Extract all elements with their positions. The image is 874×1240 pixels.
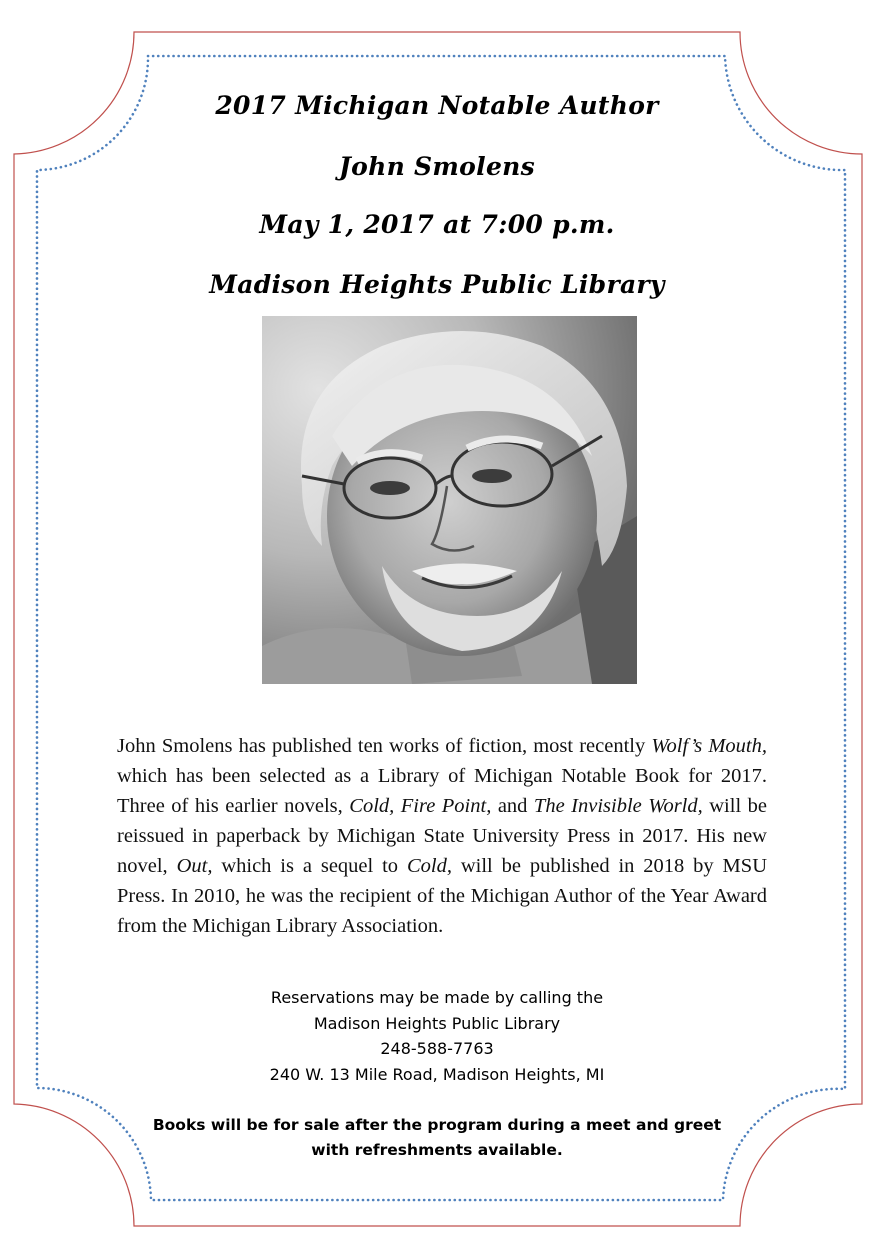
book-title: Wolf’s Mouth, xyxy=(651,735,767,757)
bio-text: and xyxy=(491,795,534,817)
author-bio xyxy=(117,731,767,941)
notice-line: Books will be for sale after the program during a meet and greet xyxy=(152,1116,722,1134)
phone-number: 248-588-7763 xyxy=(380,1039,494,1058)
reservation-info xyxy=(0,985,874,1087)
notice-line: with refreshments available. xyxy=(311,1141,563,1159)
book-title: Cold, Fire Point, xyxy=(349,795,492,817)
library-address: 240 W. 13 Mile Road, Madison Heights, MI xyxy=(269,1064,605,1084)
event-datetime: May 1, 2017 at 7:00 p.m. xyxy=(259,210,615,239)
book-title: The Invisible World, xyxy=(533,795,703,817)
bio-text: John Smolens has published ten works of fiction, most recently xyxy=(117,735,652,757)
author-name: John Smolens xyxy=(339,152,535,181)
event-title: 2017 Michigan Notable Author xyxy=(215,91,659,120)
bio-text: will be reissued in paperback by Michigan State University Press in 2017. His new novel, xyxy=(117,795,767,877)
reservation-line: Reservations may be made by calling the xyxy=(270,988,604,1007)
bio-text: which is a sequel to xyxy=(212,855,407,877)
book-sale-notice xyxy=(0,1113,874,1163)
library-name: Madison Heights Public Library xyxy=(313,1013,561,1033)
bio-text: which has been selected as a Library of Michigan Notable Book for 2017. Three of his earlier novels, xyxy=(117,765,767,817)
book-title: Out, xyxy=(176,855,213,877)
bio-text: will be published in 2018 by MSU Press. In 2010, he was the recipient of the Michigan Author of the Year Award from the Michigan Library Association. xyxy=(117,855,767,937)
author-photo xyxy=(262,316,637,684)
book-title: Cold, xyxy=(406,855,452,877)
event-venue: Madison Heights Public Library xyxy=(209,270,665,299)
